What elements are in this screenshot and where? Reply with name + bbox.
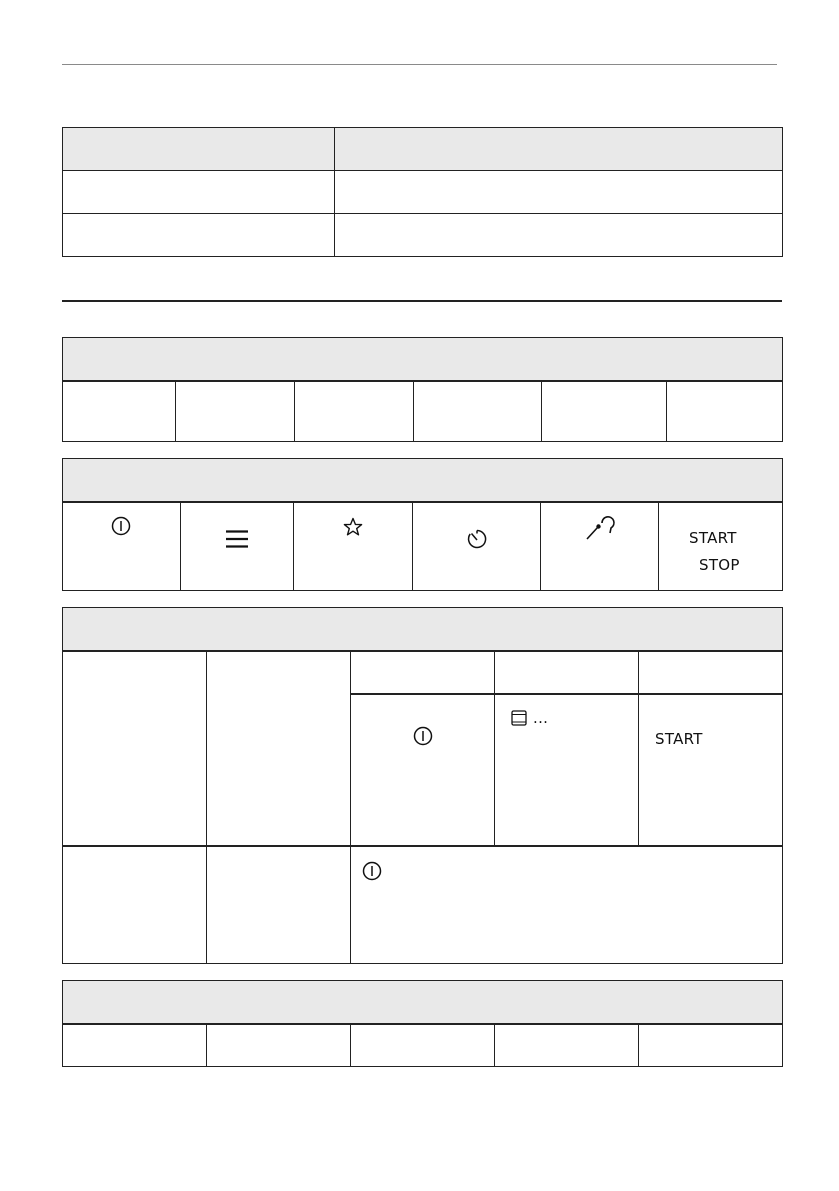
star-icon [343,517,412,537]
stop-label: STOP [699,555,740,574]
controls-table [62,458,783,591]
table-5-cell [495,1024,639,1067]
table-1-cell [63,214,335,257]
table-2-cell [542,381,667,442]
table-2-header [63,338,783,381]
table-5-cell [207,1024,351,1067]
ellipsis: ... [533,708,549,727]
timer-icon [466,528,540,550]
table-4-power-cell [351,694,495,846]
table-4-subheader [495,651,639,694]
table-2-cell [63,381,176,442]
table-5-header [63,981,783,1024]
table-1-header-col-2 [335,128,783,171]
food-probe-icon [585,515,658,541]
table-2-cell [414,381,542,442]
table-1-header-col-1 [63,128,335,171]
table-5-cell [639,1024,783,1067]
section-rule [62,300,782,302]
start-stop-cell [659,502,783,591]
table-4-cell [207,651,351,846]
table-2 [62,337,783,442]
table-2-cell [667,381,783,442]
table-4 [62,607,783,964]
start-label: START [689,528,737,547]
table-4-subheader [351,651,495,694]
favourite-cell [294,502,413,591]
power-icon [362,861,782,881]
timer-cell [413,502,541,591]
power-icon [111,516,180,536]
table-1-cell [63,171,335,214]
controls-table-header [63,459,783,502]
table-4-start-cell [639,694,783,846]
table-1-cell [335,171,783,214]
menu-cell [181,502,294,591]
table-5-cell [351,1024,495,1067]
power-cell [63,502,181,591]
table-4-cell [63,846,207,964]
table-1-cell [335,214,783,257]
power-icon [413,726,494,746]
table-2-cell [295,381,414,442]
table-5-cell [63,1024,207,1067]
table-5 [62,980,783,1067]
table-1 [62,127,783,257]
table-4-power-note-cell [351,846,783,964]
table-4-oven-cell [495,694,639,846]
table-4-header [63,608,783,651]
oven-icon [511,710,527,726]
header-rule [62,64,777,65]
table-2-cell [176,381,295,442]
start-label: START [655,729,703,748]
table-4-cell [207,846,351,964]
table-4-subheader [639,651,783,694]
menu-icon [226,530,293,548]
table-4-cell [63,651,207,846]
probe-cell [541,502,659,591]
